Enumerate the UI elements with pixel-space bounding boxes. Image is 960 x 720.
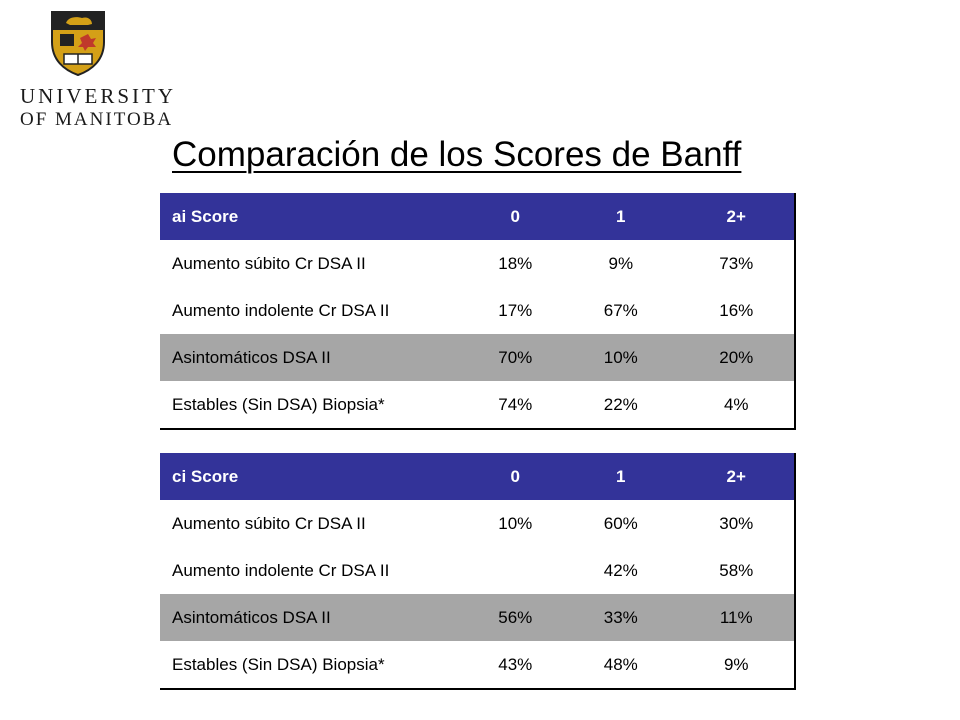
row-label: Aumento indolente Cr DSA II [172, 560, 390, 580]
row-label: Aumento súbito Cr DSA II [172, 513, 366, 533]
cell-value [467, 547, 563, 594]
cell-value: 58% [719, 560, 754, 580]
table-row [160, 381, 795, 429]
page-title: Comparación de los Scores de Banff [172, 135, 742, 174]
cell-value: 11% [679, 594, 796, 641]
column-header-0: 0 [467, 193, 563, 240]
cell-value: 70% [467, 334, 563, 381]
cell-value: 20% [679, 334, 796, 381]
cell-value: 33% [563, 594, 678, 641]
column-header-1: 1 [563, 453, 678, 500]
cell-value: 73% [719, 253, 754, 273]
cell-value: 30% [719, 513, 754, 533]
cell-value: 60% [603, 513, 638, 533]
university-crest-icon [48, 8, 108, 76]
row-label: Aumento indolente Cr DSA II [172, 300, 390, 320]
table-row [160, 641, 795, 689]
cell-value: 17% [498, 300, 533, 320]
logo-wordmark-university: UNIVERSITY [20, 84, 176, 108]
cell-value: 9% [723, 654, 749, 674]
cell-value: 22% [603, 394, 638, 414]
cell-value: 74% [498, 394, 533, 414]
table-row [160, 334, 795, 381]
column-header-2plus: 2+ [679, 453, 796, 500]
table-row [160, 240, 795, 287]
table-row [160, 500, 795, 547]
cell-value: 4% [723, 394, 749, 414]
table-header-row [160, 193, 795, 240]
column-header-score: ci Score [160, 453, 467, 500]
row-label: Estables (Sin DSA) Biopsia* [172, 394, 385, 414]
column-header-2plus: 2+ [679, 193, 796, 240]
logo-wordmark-manitoba: OF MANITOBA [20, 109, 174, 130]
table-row [160, 287, 795, 334]
row-label: Estables (Sin DSA) Biopsia* [172, 654, 385, 674]
cell-value: 9% [608, 253, 634, 273]
cell-value: 10% [498, 513, 533, 533]
cell-value: 43% [498, 654, 533, 674]
cell-value: 48% [603, 654, 638, 674]
row-label: Asintomáticos DSA II [160, 334, 467, 381]
ci-score-table [160, 453, 796, 690]
cell-value: 10% [563, 334, 678, 381]
table-row [160, 547, 795, 594]
column-header-1: 1 [563, 193, 678, 240]
ai-score-table [160, 193, 796, 430]
column-header-score: ai Score [160, 193, 467, 240]
column-header-0: 0 [467, 453, 563, 500]
row-label: Asintomáticos DSA II [160, 594, 467, 641]
cell-value: 42% [603, 560, 638, 580]
cell-value: 67% [603, 300, 638, 320]
university-logo [20, 8, 176, 130]
cell-value: 18% [498, 253, 533, 273]
row-label: Aumento súbito Cr DSA II [172, 253, 366, 273]
table-header-row [160, 453, 795, 500]
table-row [160, 594, 795, 641]
cell-value: 16% [719, 300, 754, 320]
cell-value: 56% [467, 594, 563, 641]
